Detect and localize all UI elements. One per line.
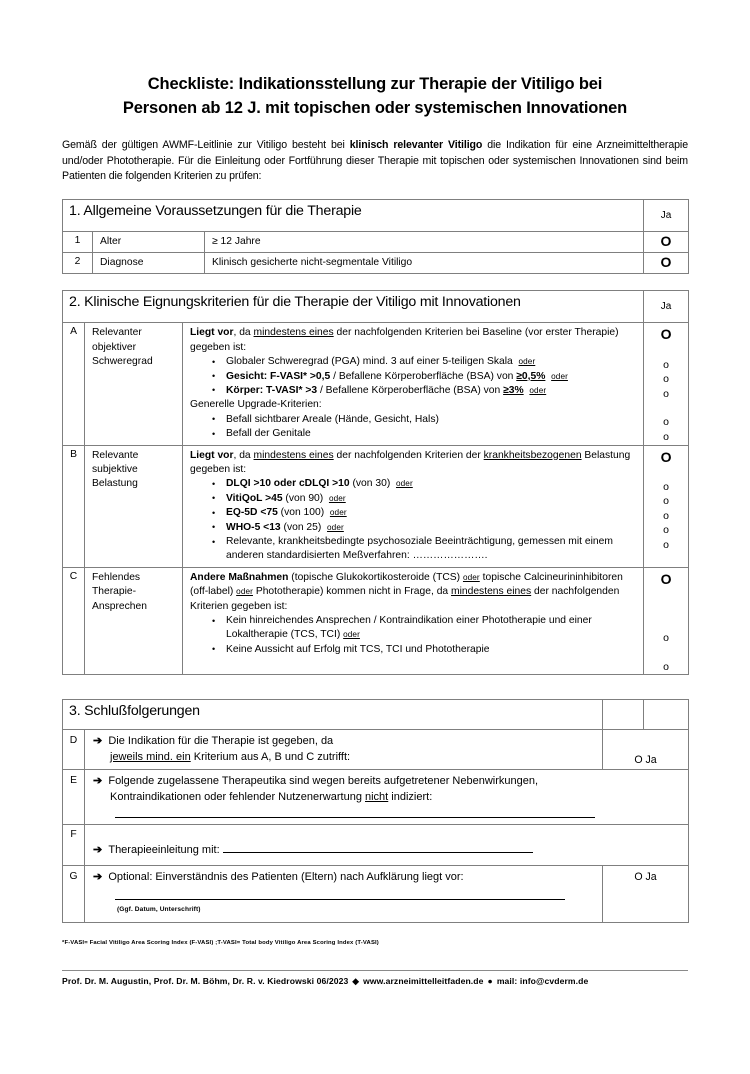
checkbox-circle[interactable]: O [660, 253, 672, 270]
intro-part-1: Gemäß der gültigen AWMF-Leitlinie zur Vitiligo besteht bei [62, 139, 350, 151]
row-label: Fehlendes Therapie-Ansprechen [85, 567, 183, 674]
conclusion-row-e [63, 770, 689, 825]
lead-bold: Liegt vor [190, 449, 234, 461]
criteria-row-c [63, 567, 689, 674]
spacer [644, 588, 688, 631]
checkbox-circle[interactable]: o [663, 660, 669, 673]
bullet-bold: Körper: T-VASI* >3 [226, 384, 318, 396]
bullet-bold: EQ-5D <75 [226, 507, 278, 519]
bullet-text: (von 90) [282, 492, 324, 504]
conclusion-text-2: Kontraindikationen oder fehlender Nutzenerwartung [110, 790, 365, 803]
section-1-title: 1. Allgemeine Voraussetzungen für die Therapie [63, 199, 644, 231]
oder-label: oder [462, 572, 480, 582]
row-index: A [63, 323, 85, 445]
section-3-title: 3. Schlußfolgerungen [63, 700, 603, 730]
row-d-ja-checkbox[interactable]: O Ja [603, 730, 689, 770]
oder-label: oder [518, 357, 536, 367]
section-1-header-row [63, 199, 689, 231]
list-item [212, 413, 637, 427]
row-content [85, 865, 603, 922]
checkbox-circle[interactable]: O [660, 448, 672, 465]
section-3-table [62, 699, 689, 923]
bullet-bold: VitiQoL >45 [226, 492, 283, 504]
list-item [212, 492, 637, 506]
checkbox-circle[interactable]: o [663, 373, 669, 386]
conclusion-text-2: Kriterium aus A, B und C zutrifft: [190, 750, 351, 763]
arrow-icon: ➔ [93, 735, 103, 748]
signature-caption: (Ggf. Datum, Unterschrift) [117, 906, 201, 914]
row-label: Diagnose [93, 252, 205, 273]
list-item [212, 355, 637, 369]
conclusion-text-1: Folgende zugelassene Therapeutika sind wegen bereits aufgetretener Nebenwirkungen, [108, 775, 539, 788]
row-content [85, 730, 603, 770]
checkbox-circle[interactable]: o [663, 524, 669, 537]
footer-url[interactable]: www.arzneimittelleitfaden.de [363, 975, 484, 986]
row-checkbox[interactable] [644, 252, 689, 273]
row-line-2 [93, 790, 682, 806]
row-content [85, 825, 689, 866]
therapy-start-label: Therapieeinleitung mit: [108, 844, 220, 857]
spacer [644, 466, 688, 480]
lead-bold: Liegt vor [190, 327, 234, 339]
criteria-row-a [63, 323, 689, 445]
section-3-header-row [63, 700, 689, 730]
checkbox-circle[interactable]: o [663, 430, 669, 443]
row-text: ≥ 12 Jahre [205, 231, 644, 252]
row-index: B [63, 445, 85, 567]
conclusion-underline: nicht [365, 790, 389, 803]
bullet-text: Keine Aussicht auf Erfolg mit TCS, TCI und Phototherapie [226, 643, 490, 655]
oder-label: oder [329, 508, 347, 518]
conclusion-text-1: Die Indikation für die Therapie ist gegeben, da [108, 735, 334, 748]
lead-bold: Andere Maßnahmen [190, 571, 289, 583]
row-line-1 [93, 734, 596, 750]
checkbox-circle[interactable]: O [660, 326, 672, 343]
row-g-ja-checkbox[interactable]: O Ja [603, 865, 689, 922]
lead-text-1: , da [233, 449, 254, 461]
bullet-bold: WHO-5 <13 [226, 521, 281, 533]
row-index: F [63, 825, 85, 866]
oder-label: oder [327, 522, 344, 532]
row-c-checkbox-column[interactable] [644, 567, 689, 674]
spacer [644, 401, 688, 415]
section-2-table [62, 290, 689, 675]
bullet-text: Befall sichtbarer Areale (Hände, Gesicht, Hals) [226, 413, 439, 425]
lead-text-3: Phototherapie) kommen nicht in Frage, da [252, 586, 452, 598]
spacer [644, 343, 688, 357]
section-1-ja-header: Ja [644, 199, 689, 231]
bullet-text: / Befallene Körperoberfläche (BSA) von [330, 370, 517, 382]
signature-line[interactable] [115, 899, 565, 900]
bullet-text: (von 25) [280, 521, 322, 533]
page-title-line-2: Personen ab 12 J. mit topischen oder systemischen Innovationen [122, 99, 628, 117]
oder-label: oder [343, 630, 360, 640]
row-label: Alter [93, 231, 205, 252]
row-label: Relevanter objektiver Schweregrad [85, 323, 183, 445]
row-lead-text [190, 326, 637, 355]
lead-text-3: Belastung gegeben ist: [190, 449, 631, 475]
lead-text-4: der nachfolgenden Kriterien gegeben ist: [190, 586, 620, 612]
table-row [63, 231, 689, 252]
conclusion-row-d [63, 730, 689, 770]
row-line-1 [93, 870, 596, 886]
row-index: 1 [63, 231, 93, 252]
footer-mail[interactable]: mail: info@cvderm.de [496, 975, 589, 986]
lead-text-1: , da [233, 327, 254, 339]
row-checkbox[interactable] [644, 231, 689, 252]
page-title [0, 0, 750, 120]
bullet-text: Globaler Schweregrad (PGA) mind. 3 auf einer 5-teiligen Skala [226, 356, 513, 368]
oder-label: oder [395, 479, 413, 489]
footer-divider [62, 970, 688, 971]
upgrade-bullet-list [190, 413, 637, 442]
row-line-2 [93, 750, 596, 766]
conclusion-row-g [63, 865, 689, 922]
conclusion-row-f [63, 825, 689, 866]
bullet-threshold: ≥0,5% [516, 370, 546, 382]
section-2-ja-header: Ja [644, 291, 689, 323]
row-content [183, 445, 644, 567]
arrow-icon: ➔ [93, 844, 103, 857]
conclusion-underline: jeweils mind. ein [110, 750, 191, 763]
arrow-icon: ➔ [93, 870, 103, 883]
arrow-icon: ➔ [93, 775, 103, 788]
row-index: G [63, 865, 85, 922]
checkbox-circle[interactable]: o [663, 358, 669, 371]
row-content [183, 323, 644, 445]
oder-label: oder [328, 493, 346, 503]
spacer [644, 645, 688, 659]
write-in-line-f[interactable] [223, 852, 533, 853]
checkbox-circle[interactable]: o [663, 631, 669, 644]
intro-paragraph [62, 138, 688, 185]
footer-authors: Prof. Dr. M. Augustin, Prof. Dr. M. Böhm, Dr. R. v. Kiedrowski 06/2023 [62, 975, 349, 986]
checkbox-circle[interactable]: O [660, 570, 672, 587]
section-2-title: 2. Klinische Eignungskriterien für die Therapie der Vitiligo mit Innovationen [63, 291, 644, 323]
row-line-1 [93, 843, 682, 859]
intro-emphasis: klinisch relevanter Vitiligo [349, 139, 483, 151]
list-item [212, 643, 637, 657]
row-lead-text [190, 449, 637, 478]
criteria-bullet-list [190, 614, 637, 657]
list-item [212, 384, 637, 398]
bullet-text: Befall der Genitale [226, 428, 311, 440]
row-text: Klinisch gesicherte nicht-segmentale Vitiligo [205, 252, 644, 273]
criteria-bullet-list [190, 355, 637, 398]
criteria-row-b [63, 445, 689, 567]
lead-underline: mindestens eines [451, 586, 532, 598]
checkbox-circle[interactable]: o [663, 495, 669, 508]
bullet-text: (von 100) [277, 507, 325, 519]
bullet-bold: Gesicht: F-VASI* >0,5 [226, 370, 331, 382]
checkbox-circle[interactable]: o [663, 480, 669, 493]
lead-text-2: der nachfolgenden Kriterien bei Baseline (vor erster Therapie) gegeben ist: [190, 327, 619, 353]
list-item [212, 614, 637, 643]
footnote: *F-VASI= Facial Vitiligo Area Scoring Index (F-VASI) ;T-VASI= Total body Vitiligo Area Scoring Index (T-VASI) [62, 939, 379, 946]
bullet-threshold: ≥3% [503, 384, 524, 396]
row-index: E [63, 770, 85, 825]
page-title-line-1: Checkliste: Indikationsstellung zur Therapie der Vitiligo bei [147, 75, 603, 93]
footer-bullet-2: ● [487, 975, 493, 986]
lead-underline: mindestens eines [253, 327, 334, 339]
row-a-checkbox-column[interactable] [644, 323, 689, 445]
conclusion-text-3: indiziert: [388, 790, 433, 803]
row-b-checkbox-column[interactable] [644, 445, 689, 567]
lead-text-1: (topische Glukokortikosteroide (TCS) [288, 571, 463, 583]
checkbox-circle[interactable]: O [660, 232, 672, 249]
lead-underline-2: krankheitsbezogenen [483, 449, 582, 461]
checkbox-circle[interactable]: o [663, 416, 669, 429]
row-lead-text [190, 571, 637, 614]
section-1-table [62, 199, 689, 275]
bullet-text: Kein hinreichendes Ansprechen / Kontraindikation einer Phototherapie und einer Lokaltherapie (TCS, TCI) [226, 615, 592, 641]
section-2-header-row [63, 291, 689, 323]
oder-label: oder [551, 371, 568, 381]
lead-underline: mindestens eines [253, 449, 334, 461]
row-content [85, 770, 689, 825]
footer [62, 976, 688, 987]
bullet-bold: DLQI >10 oder cDLQI >10 [226, 478, 350, 490]
list-item [212, 370, 637, 384]
consent-label: Optional: Einverständnis des Patienten (Eltern) nach Aufklärung liegt vor: [108, 870, 464, 883]
table-row [63, 252, 689, 273]
row-index: 2 [63, 252, 93, 273]
checkbox-circle[interactable]: o [663, 509, 669, 522]
row-label: Relevante subjektive Belastung [85, 445, 183, 567]
checkbox-circle[interactable]: o [663, 387, 669, 400]
intro-part-2: die Indikation für eine Arzneimitteltherapie und/oder Phototherapie. Für die Einleitung oder Fortführung dieser Therapie mit topischen oder systemischen Innovationen sind beim Patienten die folgenden Kriterien zu prüfen: [62, 139, 688, 182]
section-3-empty-cell-2 [644, 700, 689, 730]
list-item [212, 477, 637, 491]
list-item [212, 535, 637, 564]
list-item [212, 521, 637, 535]
row-index: D [63, 730, 85, 770]
bullet-text: / Befallene Körperoberfläche (BSA) von [317, 384, 504, 396]
oder-label: oder [236, 587, 253, 597]
checkbox-circle[interactable]: o [663, 538, 669, 551]
bullet-text: Relevante, krankheitsbedingte psychosoziale Beeinträchtigung, gemessen mit einem anderen standardisierten Meßverfahren: …………………. [226, 536, 613, 562]
list-item [212, 506, 637, 520]
row-content [183, 567, 644, 674]
write-in-line-e[interactable] [115, 817, 595, 818]
upgrade-heading: Generelle Upgrade-Kriterien: [190, 399, 322, 411]
row-index: C [63, 567, 85, 674]
list-item [212, 427, 637, 441]
footer-bullet-1: ◆ [352, 975, 360, 986]
lead-text-2: topische Calcineurininhibitoren (off-label) [190, 571, 623, 598]
bullet-text: (von 30) [349, 478, 391, 490]
row-line-1 [93, 774, 682, 790]
lead-text-2: der nachfolgenden Kriterien der [333, 449, 484, 461]
oder-label: oder [529, 385, 547, 395]
criteria-bullet-list [190, 477, 637, 563]
section-3-empty-cell-1 [603, 700, 644, 730]
